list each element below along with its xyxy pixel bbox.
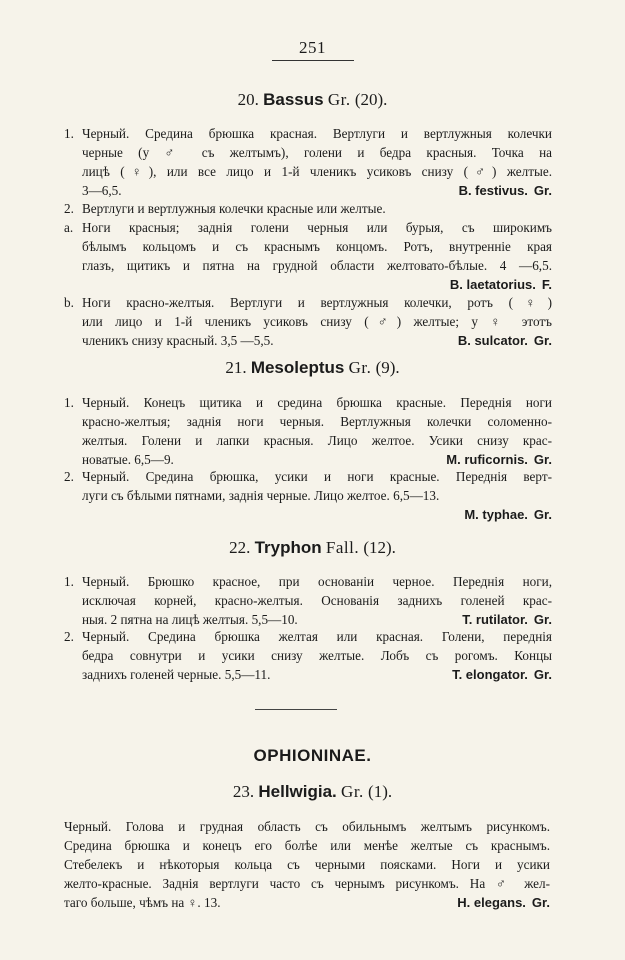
key-entry bbox=[64, 572, 552, 629]
entry-line: Средина брюшка и конецъ его болѣе или менѣе желтые съ краснымъ. bbox=[64, 838, 550, 853]
page-number-rule bbox=[272, 60, 354, 61]
entry-line: желтыя. Голени и лапки красныя. Лицо желтое. Усики снизу крас- bbox=[82, 433, 552, 448]
entry-line: лицѣ (♀), или все лицо и 1-й членикъ усиковъ снизу (♂) желтые. bbox=[82, 164, 552, 179]
entry-line: членикъ снизу красный. 3,5 —5,5. B. sulcator. Gr. bbox=[82, 333, 552, 348]
species-name: B. festivus. Gr. bbox=[458, 183, 552, 198]
species-name: T. elongator. Gr. bbox=[452, 667, 552, 682]
genus-count: (20). bbox=[354, 90, 388, 109]
entry-line: Черный. Голова и грудная область съ обильнымъ желтымъ рисункомъ. bbox=[64, 819, 550, 834]
key-entry bbox=[64, 199, 552, 218]
entry-marker: b. bbox=[64, 295, 74, 310]
entry-line: красно-желтыя; заднія ноги черныя. Вертлужныя колечки соломенно- bbox=[82, 414, 552, 429]
entry-line: желто-красные. Заднія вертлуги часто съ чернымъ рисункомъ. На ♂ жел- bbox=[64, 876, 550, 891]
genus-heading-mesoleptus bbox=[0, 358, 625, 378]
entry-line: Черный. Конецъ щитика и средина брюшка красные. Переднія ноги bbox=[82, 395, 552, 410]
entry-line: луги съ бѣлыми пятнами, заднія черные. Лицо желтое. 6,5—13. bbox=[82, 488, 440, 503]
genus-description bbox=[64, 817, 550, 912]
genus-heading-hellwigia bbox=[0, 782, 625, 802]
genus-name: Tryphon bbox=[254, 538, 322, 557]
entry-line: глазъ, щитикъ и пятна на грудной области желтовато-бѣлые. 4 —6,5. bbox=[82, 258, 552, 273]
entry-line: Ноги красныя; заднія голени черныя или бурыя, съ широкимъ bbox=[82, 220, 552, 235]
entry-line: Черный. Средина брюшка желтая или красная. Голени, переднія bbox=[82, 629, 552, 644]
entry-marker: 1. bbox=[64, 395, 74, 410]
species-name: H. elegans. Gr. bbox=[457, 895, 550, 910]
genus-name: Hellwigia. bbox=[258, 782, 337, 801]
genus-count: (12). bbox=[363, 538, 396, 557]
genus-number: 21. bbox=[225, 358, 247, 377]
entry-line: черные (у ♂ съ желтымъ), голени и бедра красныя. Точка на bbox=[82, 145, 552, 160]
entry-marker: 2. bbox=[64, 201, 74, 216]
key-entry bbox=[64, 124, 552, 200]
key-entry bbox=[64, 467, 552, 524]
entry-marker: a. bbox=[64, 220, 74, 235]
genus-author: Gr. bbox=[348, 358, 372, 377]
entry-line: таго больше, чѣмъ на ♀. 13. H. elegans. Gr. bbox=[64, 895, 550, 910]
entry-line: или лицо и 1-й членикъ усиковъ снизу (♂) желтые; у ♀ этотъ bbox=[82, 314, 552, 329]
species-name: B. sulcator. Gr. bbox=[457, 333, 552, 348]
entry-marker: 1. bbox=[64, 126, 74, 141]
genus-name: Bassus bbox=[263, 90, 324, 109]
key-entry bbox=[64, 218, 552, 294]
entry-line: ныя. 2 пятна на лицѣ желтыя. 5,5—10. T. rutilator. Gr. bbox=[82, 612, 552, 627]
genus-count: (9). bbox=[375, 358, 400, 377]
genus-number: 22. bbox=[229, 538, 251, 557]
entry-line: Вертлуги и вертлужныя колечки красные или желтые. bbox=[82, 201, 386, 216]
entry-line: Черный. Брюшко красное, при основаніи черное. Переднія ноги, bbox=[82, 574, 552, 589]
entry-line: Черный. Средина брюшка красная. Вертлуги и вертлужныя колечки bbox=[82, 126, 552, 141]
page-number: 251 bbox=[299, 38, 326, 57]
entry-line: бедра совнутри и усики снизу желтые. Лобъ съ рогомъ. Концы bbox=[82, 648, 552, 663]
entry-line: 3—6,5. B. festivus. Gr. bbox=[82, 183, 552, 198]
entry-line: бѣлымъ кольцомъ и съ краснымъ концомъ. Ротъ, внутренніе края bbox=[82, 239, 552, 254]
genus-heading-bassus bbox=[0, 90, 625, 110]
genus-author: Fall. bbox=[325, 538, 360, 557]
species-name: B. laetatorius. F. bbox=[449, 277, 552, 292]
genus-number: 20. bbox=[237, 90, 259, 109]
entry-line: Ноги красно-желтыя. Вертлуги и вертлужныя колечки, ротъ (♀) bbox=[82, 295, 552, 310]
key-entry bbox=[64, 293, 552, 350]
genus-number: 23. bbox=[232, 782, 255, 801]
genus-author: Gr. bbox=[341, 782, 364, 801]
entry-line: Стебелекъ и нѣкоторыя кольца съ черными поясками. Ноги и усики bbox=[64, 857, 550, 872]
section-divider bbox=[255, 709, 337, 710]
genus-count: (1). bbox=[368, 782, 393, 801]
entry-line: исключая корней, красно-желтыя. Основанія заднихъ голеней крас- bbox=[82, 593, 552, 608]
subfamily-title: OPHIONINAE. bbox=[253, 746, 372, 765]
genus-name: Mesoleptus bbox=[250, 358, 345, 377]
species-name: M. ruficornis. Gr. bbox=[446, 452, 552, 467]
entry-marker: 1. bbox=[64, 574, 74, 589]
entry-line: новатые. 6,5—9. M. ruficornis. Gr. bbox=[82, 452, 552, 467]
entry-line: Черный. Средина брюшка, усики и ноги красные. Переднія верт- bbox=[82, 469, 552, 484]
entry-marker: 2. bbox=[64, 629, 74, 644]
key-entry bbox=[64, 627, 552, 684]
species-name: M. typhae. Gr. bbox=[464, 507, 552, 522]
species-name: T. rutilator. Gr. bbox=[462, 612, 552, 627]
key-entry bbox=[64, 393, 552, 469]
genus-author: Gr. bbox=[327, 90, 351, 109]
genus-heading-tryphon bbox=[0, 538, 625, 558]
entry-line: заднихъ голеней черные. 5,5—11. T. elongator. Gr. bbox=[82, 667, 552, 682]
entry-marker: 2. bbox=[64, 469, 74, 484]
